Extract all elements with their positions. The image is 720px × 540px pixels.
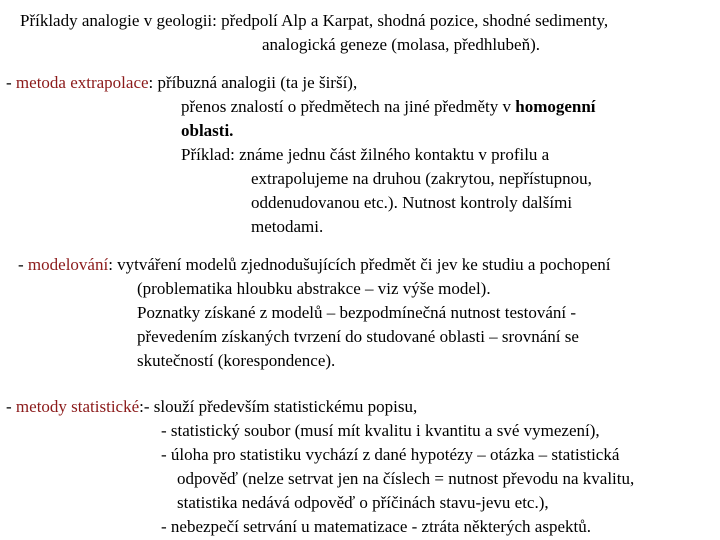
emphasis-oblasti: oblasti. bbox=[181, 121, 234, 140]
modeling-term: modelování bbox=[27, 255, 109, 274]
statistics-item-set: - statistický soubor (musí mít kvalitu i kvantitu a své vymezení), bbox=[161, 421, 600, 440]
extrapolation-definition: : příbuzná analogii (ta je širší), bbox=[148, 73, 358, 92]
extrapolation-term: metoda extrapolace bbox=[15, 73, 149, 92]
modeling-line-5: skutečností (korespondence). bbox=[137, 351, 336, 370]
statistics-line-1 bbox=[6, 396, 417, 418]
extrapolation-line-2 bbox=[181, 96, 596, 118]
statistics-definition: :- slouží především statistickému popisu, bbox=[139, 397, 418, 416]
extrapolation-line-3 bbox=[181, 120, 233, 142]
modeling-line-4: převedením získaných tvrzení do studované oblasti – srovnání se bbox=[137, 327, 579, 346]
statistics-item-task-cont-1: odpověď (nelze setrvat jen na číslech = nutnost převodu na kvalitu, bbox=[177, 469, 635, 488]
bullet-dash: - bbox=[6, 73, 16, 92]
extrapolation-line-7: metodami. bbox=[251, 217, 324, 236]
statistics-item-task: - úloha pro statistiku vychází z dané hypotézy – otázka – statistická bbox=[161, 445, 620, 464]
modeling-line-2: (problematika hloubku abstrakce – viz výše model). bbox=[137, 279, 491, 298]
extrapolation-line-6: oddenudovanou etc.). Nutnost kontroly dalšími bbox=[251, 193, 573, 212]
statistics-item-task-cont-2: statistika nedává odpověď o příčinách stavu-jevu etc.), bbox=[177, 493, 549, 512]
modeling-line-3: Poznatky získané z modelů – bezpodmínečná nutnost testování - bbox=[137, 303, 577, 322]
statistics-term: metody statistické bbox=[15, 397, 140, 416]
bullet-dash: - bbox=[6, 397, 16, 416]
extrapolation-text: přenos znalostí o předmětech na jiné předměty v bbox=[181, 97, 516, 116]
extrapolation-example: Příklad: známe jednu část žilného kontaktu v profilu a bbox=[181, 145, 550, 164]
statistics-item-danger: - nebezpečí setrvání u matematizace - ztráta některých aspektů. bbox=[161, 517, 591, 536]
extrapolation-line-1 bbox=[6, 72, 357, 94]
intro-line-2: analogická geneze (molasa, předhlubeň). bbox=[262, 35, 541, 54]
intro-line-1: Příklady analogie v geologii: předpolí Alp a Karpat, shodná pozice, shodné sedimenty, bbox=[20, 11, 609, 30]
modeling-line-1 bbox=[18, 254, 611, 276]
bullet-dash: - bbox=[18, 255, 28, 274]
emphasis-homogenni: homogenní bbox=[515, 97, 596, 116]
modeling-definition: : vytváření modelů zjednodušujících předmět či jev ke studiu a pochopení bbox=[108, 255, 611, 274]
extrapolation-line-5: extrapolujeme na druhou (zakrytou, nepřístupnou, bbox=[251, 169, 592, 188]
